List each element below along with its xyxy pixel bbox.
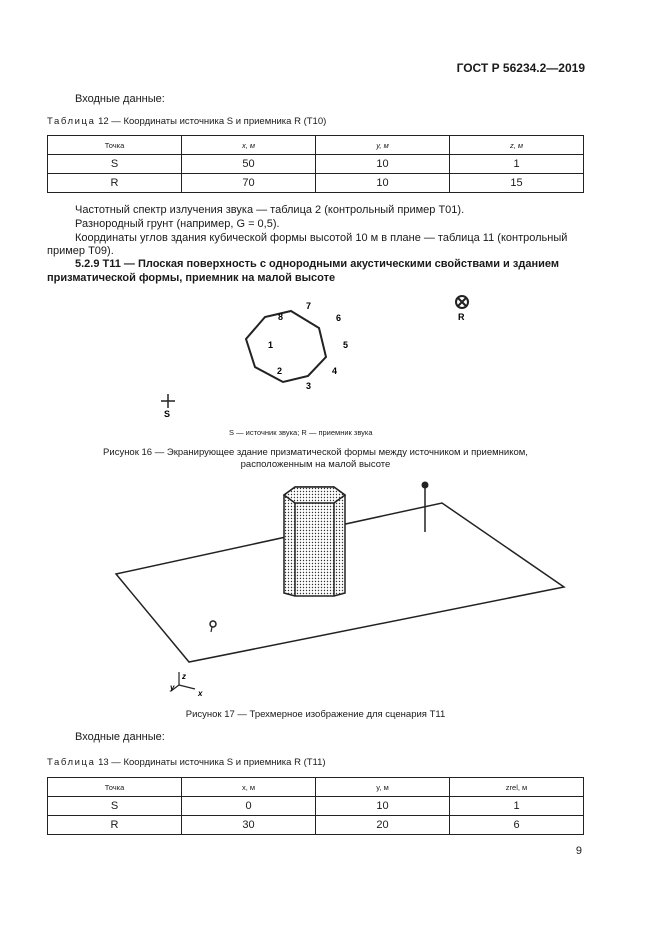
document-code: ГОСТ Р 56234.2—2019 bbox=[456, 61, 585, 75]
table-cell: 15 bbox=[450, 174, 584, 193]
vertex-label-4: 4 bbox=[332, 366, 338, 376]
table-cell: 70 bbox=[182, 174, 316, 193]
axis-label-x: x bbox=[198, 689, 203, 698]
table-row bbox=[48, 155, 584, 174]
table-cell: S bbox=[48, 155, 182, 174]
table13-caption-text: 13 — Координаты источника S и приемника R (T11) bbox=[95, 757, 326, 768]
receiver-symbol-icon bbox=[456, 296, 468, 308]
table-header-cell: x, м bbox=[182, 136, 316, 155]
vertex-label-2: 2 bbox=[277, 366, 283, 376]
table-header-row bbox=[48, 136, 584, 155]
table12-caption bbox=[47, 115, 326, 129]
table-cell: 1 bbox=[450, 797, 584, 816]
vertex-label-3: 3 bbox=[306, 381, 312, 391]
table12-caption-prefix: Таблица bbox=[47, 116, 96, 127]
table-cell: 10 bbox=[316, 174, 450, 193]
figure16-caption-line2: расположенным на малой высоте bbox=[240, 459, 391, 470]
input-data-label: Входные данные: bbox=[75, 93, 165, 105]
vertex-label-5: 5 bbox=[343, 340, 349, 350]
figure16-legend: S — источник звука; R — приемник звука bbox=[229, 428, 373, 437]
axis-label-z: z bbox=[182, 672, 186, 681]
figure16-plan-view bbox=[150, 290, 490, 420]
table-header-cell: z, м bbox=[450, 136, 584, 155]
table-row bbox=[48, 797, 584, 816]
paragraph-building-cont: пример T09). bbox=[47, 245, 114, 257]
input-data-label: Входные данные: bbox=[75, 731, 165, 743]
table-header-row bbox=[48, 778, 584, 797]
receiver-label: R bbox=[458, 312, 465, 322]
vertex-label-8: 8 bbox=[278, 312, 284, 322]
table12-caption-text: 12 — Координаты источника S и приемника R (T10) bbox=[95, 116, 327, 127]
table-header-cell: Точка bbox=[48, 778, 182, 797]
paragraph-ground: Разнородный грунт (например, G = 0,5). bbox=[75, 218, 280, 230]
table-cell: 30 bbox=[182, 816, 316, 835]
table-cell: R bbox=[48, 816, 182, 835]
table-cell: 50 bbox=[182, 155, 316, 174]
table-cell: R bbox=[48, 174, 182, 193]
table12 bbox=[47, 135, 584, 193]
table-header-cell: x, м bbox=[182, 778, 316, 797]
vertex-label-1: 1 bbox=[268, 340, 274, 350]
building-octagon bbox=[246, 311, 326, 382]
source-symbol-icon bbox=[161, 394, 175, 408]
table-header-cell: Точка bbox=[48, 136, 182, 155]
table-cell: 1 bbox=[450, 155, 584, 174]
figure17-3d-view bbox=[110, 475, 570, 700]
table-cell: S bbox=[48, 797, 182, 816]
table-cell: 6 bbox=[450, 816, 584, 835]
paragraph-spectrum: Частотный спектр излучения звука — таблица 2 (контрольный пример T01). bbox=[75, 204, 465, 216]
page-number: 9 bbox=[575, 845, 582, 857]
table13-caption-prefix: Таблица bbox=[47, 757, 96, 768]
vertex-label-6: 6 bbox=[336, 313, 342, 323]
table-header-cell: y, м bbox=[316, 136, 450, 155]
section-heading: 5.2.9 T11 — Плоская поверхность с однородными акустическими свойствами и зданием bbox=[75, 258, 559, 270]
vertex-label-7: 7 bbox=[306, 301, 312, 311]
section-heading-cont: призматической формы, приемник на малой высоте bbox=[47, 272, 336, 284]
table-row bbox=[48, 816, 584, 835]
table-cell: 20 bbox=[316, 816, 450, 835]
paragraph-building: Координаты углов здания кубической формы высотой 10 м в плане — таблица 11 (контрольный bbox=[75, 232, 568, 244]
table-row bbox=[48, 174, 584, 193]
table-cell: 10 bbox=[316, 797, 450, 816]
figure16-caption-line1: Рисунок 16 — Экранирующее здание призматической формы между источником и приемником, bbox=[103, 447, 528, 458]
table-header-cell: zrel, м bbox=[450, 778, 584, 797]
table13 bbox=[47, 777, 584, 835]
table-cell: 10 bbox=[316, 155, 450, 174]
figure17-caption: Рисунок 17 — Трехмерное изображение для сценария T11 bbox=[185, 709, 446, 720]
source-point-icon bbox=[210, 621, 216, 632]
prism-building bbox=[284, 487, 345, 596]
table13-caption bbox=[47, 756, 326, 770]
source-label: S bbox=[164, 409, 171, 419]
table-header-cell: y, м bbox=[316, 778, 450, 797]
table-cell: 0 bbox=[182, 797, 316, 816]
axis-label-y: y bbox=[170, 683, 175, 692]
